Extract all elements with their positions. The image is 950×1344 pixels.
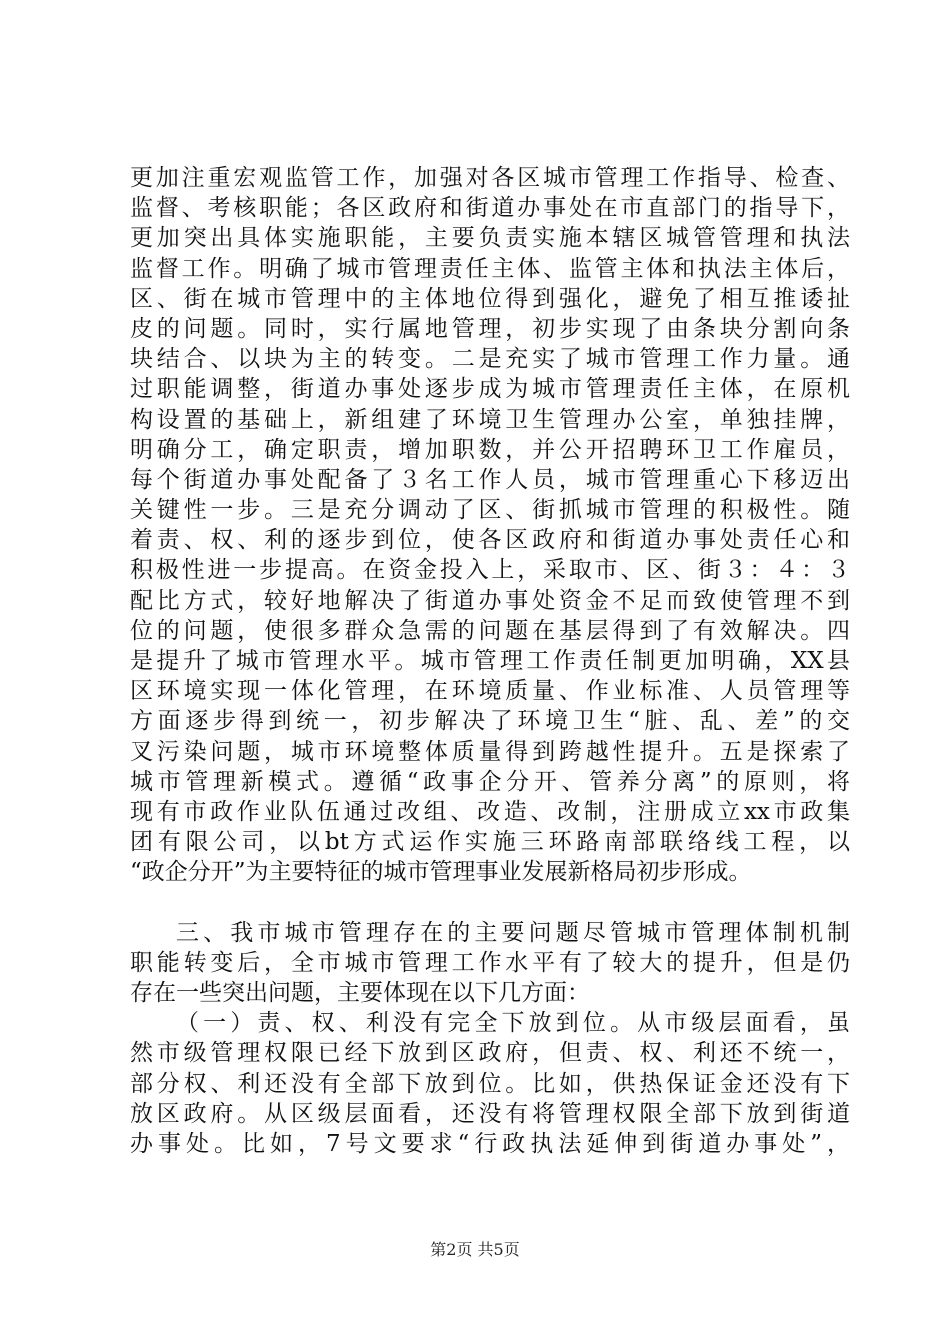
text-line: 明确分工，确定职责，增加职数，并公开招聘环卫工作雇员， — [130, 436, 850, 463]
page-number-footer: 第2页 共5页 — [430, 1240, 520, 1259]
text-line: 现有市政作业队伍通过改组、改造、改制，注册成立xx市政集 — [130, 798, 850, 825]
text-line: 位的问题，使很多群众急需的问题在基层得到了有效解决。四 — [130, 617, 850, 644]
text-line: 皮的问题。同时，实行属地管理，初步实现了由条块分割向条 — [130, 315, 850, 342]
text-line: 关键性一步。三是充分调动了区、街抓城市管理的积极性。随 — [130, 497, 850, 524]
text-line: 构设置的基础上，新组建了环境卫生管理办公室，单独挂牌， — [130, 406, 850, 433]
text-line: 配比方式，较好地解决了街道办事处资金不足而致使管理不到 — [130, 587, 850, 614]
text-line: 更加突出具体实施职能，主要负责实施本辖区城管管理和执法 — [130, 225, 850, 252]
text-line: 办事处。比如，7号文要求“行政执法延伸到街道办事处”， — [130, 1131, 850, 1157]
text-line: 部分权、利还没有全部下放到位。比如，供热保证金还没有下 — [130, 1070, 850, 1097]
text-line: 过职能调整，街道办事处逐步成为城市管理责任主体，在原机 — [130, 376, 850, 403]
text-line: 放区政府。从区级层面看，还没有将管理权限全部下放到街道 — [130, 1100, 850, 1127]
text-line: 区环境实现一体化管理，在环境质量、作业标准、人员管理等 — [130, 678, 850, 705]
text-line: 块结合、以块为主的转变。二是充实了城市管理工作力量。通 — [130, 346, 850, 373]
text-line: 积极性进一步提高。在资金投入上，采取市、区、街３：４：３ — [130, 557, 850, 584]
text-line: 每个街道办事处配备了３名工作人员，城市管理重心下移迈出 — [130, 466, 850, 493]
text-line: 区、街在城市管理中的主体地位得到强化，避免了相互推诿扯 — [130, 285, 850, 312]
text-line: 职能转变后，全市城市管理工作水平有了较大的提升，但是仍 — [130, 949, 850, 976]
text-line: 三、我市城市管理存在的主要问题尽管城市管理体制机制 — [176, 919, 850, 946]
text-line: 更加注重宏观监管工作，加强对各区城市管理工作指导、检查、 — [130, 165, 850, 191]
text-line: 叉污染问题，城市环境整体质量得到跨越性提升。五是探索了 — [130, 738, 850, 765]
text-line: 方面逐步得到统一，初步解决了环境卫生“脏、乱、差”的交 — [130, 708, 850, 735]
text-line: 是提升了城市管理水平。城市管理工作责任制更加明确，XX县 — [130, 648, 850, 674]
text-line: 监督、考核职能；各区政府和街道办事处在市直部门的指导下， — [130, 195, 850, 222]
paragraph-gap — [130, 888, 850, 918]
document-body — [130, 163, 850, 1159]
text-line: 监督工作。明确了城市管理责任主体、监管主体和执法主体后， — [130, 255, 850, 282]
text-line: 城市管理新模式。遵循“政事企分开、管养分离”的原则，将 — [130, 768, 850, 795]
text-line: “政企分开”为主要特征的城市管理事业发展新格局初步形成。 — [130, 859, 752, 886]
text-line: （一）责、权、利没有完全下放到位。从市级层面看，虽 — [176, 1010, 850, 1037]
text-line: 然市级管理权限已经下放到区政府，但责、权、利还不统一， — [130, 1040, 850, 1067]
text-line: 着责、权、利的逐步到位，使各区政府和街道办事处责任心和 — [130, 527, 850, 554]
text-line: 团有限公司，以bt方式运作实施三环路南部联络线工程，以 — [130, 829, 850, 856]
text-line: 存在一些突出问题，主要体现在以下几方面： — [130, 980, 590, 1007]
